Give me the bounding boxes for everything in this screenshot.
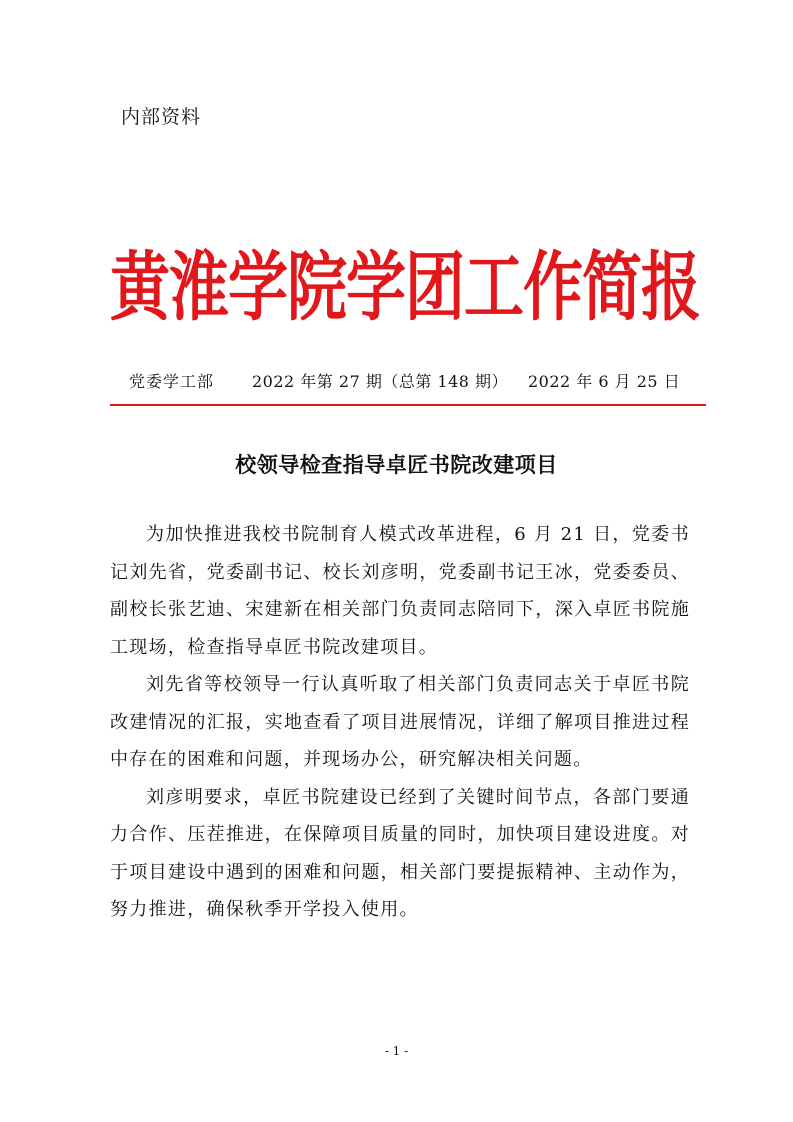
article-headline: 校领导检查指导卓匠书院改建项目	[235, 452, 558, 477]
masthead-title: 黄淮学院学团工作简报	[110, 244, 700, 332]
issuer-department: 党委学工部	[129, 372, 215, 391]
issue-number: 2022 年第 27 期（总第 148 期）	[252, 372, 509, 391]
article-paragraph: 为加快推进我校书院制育人模式改革进程，6 月 21 日，党委书记刘先省，党委副书记、校长刘彦明，党委副书记王冰，党委委员、副校长张艺迪、宋建新在相关部门负责同志陪同下，深入卓匠书院施工现场，检查指导卓匠书院改建项目。	[110, 524, 690, 658]
article-body	[110, 516, 690, 929]
masthead-divider	[110, 404, 706, 406]
article-paragraph: 刘彦明要求，卓匠书院建设已经到了关键时间节点，各部门要通力合作、压茬推进，在保障项目质量的同时，加快项目建设进度。对于项目建设中遇到的困难和问题，相关部门要提振精神、主动作为，努力推进，确保秋季开学投入使用。	[110, 786, 690, 920]
article-paragraph: 刘先省等校领导一行认真听取了相关部门负责同志关于卓匠书院改建情况的汇报，实地查看了项目进展情况，详细了解项目推进过程中存在的困难和问题，并现场办公，研究解决相关问题。	[110, 674, 690, 770]
issue-date: 2022 年 6 月 25 日	[528, 372, 681, 391]
classification-label: 内部资料	[121, 106, 202, 128]
page-number: - 1 -	[384, 1044, 409, 1058]
